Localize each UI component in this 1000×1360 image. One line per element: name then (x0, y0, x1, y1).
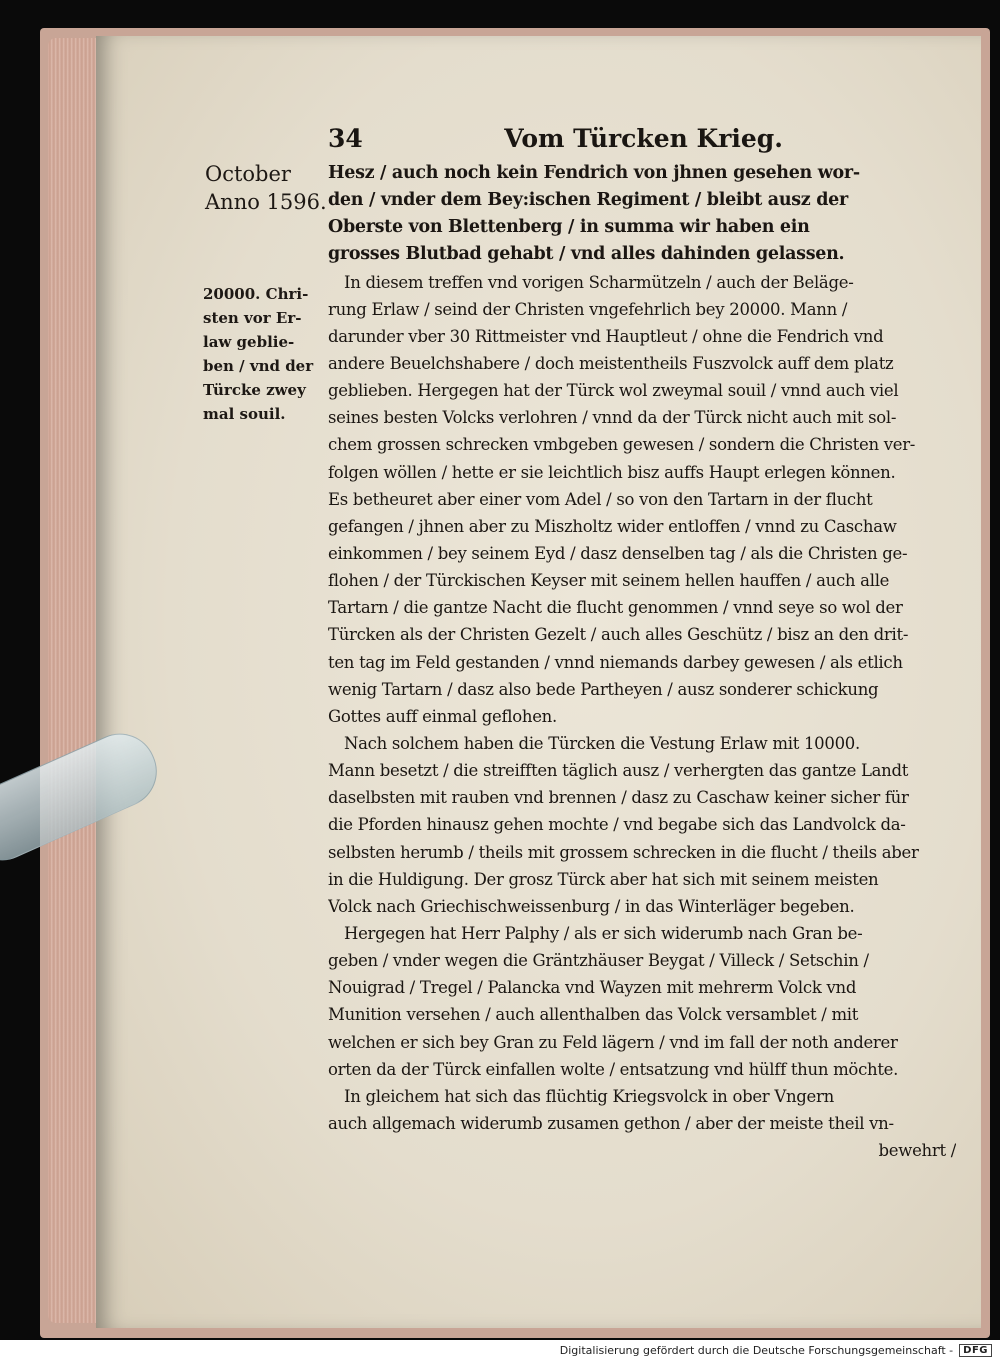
text-line: Türcken als der Christen Gezelt / auch alles Geschütz / bisz an den drit- (328, 625, 909, 645)
page-number: 34 (328, 124, 363, 153)
text-line: Oberste von Blettenberg / in summa wir haben ein (328, 217, 810, 238)
text-line: Hesz / auch noch kein Fendrich von jhnen gesehen wor- (328, 163, 860, 183)
margin-note-line: ben / vnd der (203, 357, 314, 375)
margin-date-line: October (205, 162, 291, 186)
text-line: darunder vber 30 Rittmeister vnd Hauptleut / ohne die Fendrich vnd (328, 326, 884, 346)
text-line: welchen er sich bey Gran zu Feld lägern / vnd im fall der noth anderer (328, 1032, 898, 1052)
text-line: In gleichem hat sich das flüchtig Kriegsvolck in ober Vngern (344, 1086, 834, 1106)
catchword: bewehrt / (878, 1141, 956, 1161)
text-line: Munition versehen / auch allenthalben das Volck versamblet / mit (328, 1005, 859, 1025)
text-line: seines besten Volcks verlohren / vnnd da der Türck nicht auch mit sol- (328, 408, 897, 428)
text-line: Mann besetzt / die streifften täglich ausz / verhergten das gantze Landt (328, 761, 909, 781)
text-line: geblieben. Hergegen hat der Türck wol zweymal souil / vnnd auch viel (328, 381, 899, 401)
margin-note-line: law geblie- (203, 333, 295, 351)
text-line: rung Erlaw / seind der Christen vngefehrlich bey 20000. Mann / (328, 299, 848, 319)
text-line: Nouigrad / Tregel / Palancka vnd Wayzen mit mehrerm Volck vnd (328, 978, 857, 998)
margin-date-line: Anno 1596. (205, 190, 327, 214)
margin-note-line: 20000. Chri- (203, 285, 309, 303)
text-line: Gottes auff einmal geflohen. (328, 706, 557, 726)
text-line: geben / vnder wegen die Gräntzhäuser Beygat / Villeck / Setschin / (328, 951, 869, 971)
text-line: flohen / der Türckischen Keyser mit seinem hellen hauffen / auch alle (328, 571, 890, 591)
text-line: die Pforden hinausz gehen mochte / vnd begabe sich das Landvolck da- (328, 815, 906, 835)
body-text (328, 160, 956, 1164)
text-line: Nach solchem haben die Türcken die Vestung Erlaw mit 10000. (344, 733, 860, 753)
text-line: auch allgemach widerumb zusamen gethon / aber der meiste theil vn- (328, 1113, 894, 1133)
page-stack-edge (48, 38, 98, 1323)
running-title: Vom Türcken Krieg. (504, 124, 783, 153)
footer-bar (0, 1340, 1000, 1360)
text-line: Tartarn / die gantze Nacht die flucht genommen / vnnd seye so wol der (328, 598, 903, 618)
text-line: chem grossen schrecken vmbgeben gewesen / sondern die Christen ver- (328, 435, 916, 455)
text-line: grosses Blutbad gehabt / vnd alles dahinden gelassen. (328, 244, 845, 265)
text-line: wenig Tartarn / dasz also bede Partheyen / ausz sonderer schickung (328, 679, 879, 699)
text-line: selbsten herumb / theils mit grossem schrecken in die flucht / theils aber (328, 842, 919, 862)
text-line: Es betheuret aber einer vom Adel / so von den Tartarn in der flucht (328, 489, 873, 509)
margin-note-line: sten vor Er- (203, 309, 302, 327)
margin-note-line: Türcke zwey (203, 381, 306, 399)
text-line: daselbsten mit rauben vnd brennen / dasz zu Caschaw keiner sicher für (328, 788, 909, 808)
text-line: orten da der Türck einfallen wolte / entsatzung vnd hülff thun möchte. (328, 1059, 899, 1079)
text-line: in die Huldigung. Der grosz Türck aber hat sich mit seinem meisten (328, 869, 879, 889)
margin-note (203, 282, 327, 426)
text-line: einkommen / bey seinem Eyd / dasz denselben tag / als die Christen ge- (328, 543, 908, 563)
margin-note-line: mal souil. (203, 405, 286, 423)
running-head (328, 124, 783, 153)
text-line: andere Beuelchshabere / doch meistentheils Fuszvolck auff dem platz (328, 353, 894, 373)
text-line: In diesem treffen vnd vorigen Scharmützeln / auch der Beläge- (344, 272, 854, 292)
text-line: ten tag im Feld gestanden / vnnd niemands darbey gewesen / als etlich (328, 652, 903, 672)
text-line: gefangen / jhnen aber zu Miszholtz wider entloffen / vnnd zu Caschaw (328, 516, 897, 536)
text-line: Volck nach Griechischweissenburg / in das Winterläger begeben. (328, 896, 855, 916)
text-line: Hergegen hat Herr Palphy / als er sich widerumb nach Gran be- (344, 923, 863, 943)
dfg-logo-icon: DFG (959, 1344, 992, 1357)
funding-credit: Digitalisierung gefördert durch die Deutsche Forschungsgemeinschaft - (559, 1343, 954, 1357)
margin-date (205, 160, 327, 216)
text-line: folgen wöllen / hette er sie leichtlich bisz auffs Haupt erlegen können. (328, 462, 896, 482)
text-line: den / vnder dem Bey:ischen Regiment / bleibt ausz der (328, 190, 848, 211)
